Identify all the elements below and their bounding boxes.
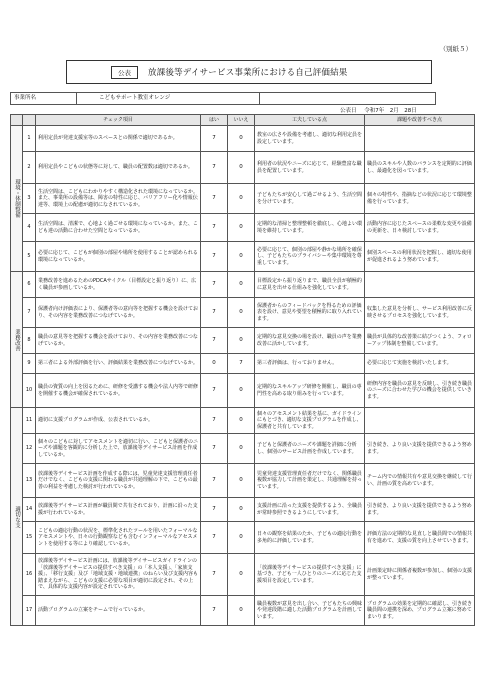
row-number: 5: [23, 242, 36, 272]
yes-count: 7: [201, 464, 228, 498]
effort-text: 「放課後等デイサービスの提供すべき支援」に基づき、子ども一人ひとりのニーズに応じた支援項目を設定しています。: [255, 554, 365, 596]
issue-text: 必要に応じて実施を検討いたします。: [365, 354, 475, 374]
issue-text: 個々の特性や、指摘などの状況に応じて環境整備を行っています。: [365, 184, 475, 214]
no-count: 0: [228, 464, 255, 498]
row-number: 4: [23, 214, 36, 242]
yes-count: 7: [201, 328, 228, 354]
check-item: 放課後等デイサービス計画が職員間で共有されており、計画に沿った支援が行われているか。: [36, 498, 201, 522]
no-count: 0: [228, 408, 255, 434]
header-no: いいえ: [228, 115, 255, 126]
effort-text: 子どもと保護者のニーズや課題を詳細に分析し、個別のサービス計画を作成しています。: [255, 434, 365, 464]
no-count: 0: [228, 214, 255, 242]
table-header-row: [11, 115, 475, 126]
no-count: 0: [228, 328, 255, 354]
row-number: 13: [23, 464, 36, 498]
check-item: 生活空間は、こどもにわかりやすく構造化された環境になっているか。また、事業所の設備等は、障害の特性に応じ、バリアフリー化や情報伝達等、環境上の配慮が適切になされているか。: [36, 184, 201, 214]
issue-text: [365, 126, 475, 152]
table-row: [11, 596, 475, 626]
no-count: 0: [228, 272, 255, 298]
publication-date: [340, 106, 417, 114]
effort-text: 保護者からのフィードバックを得るための評価表を設け、意見や要望を積極的に取り入れています。: [255, 298, 365, 328]
evaluation-table: [10, 114, 475, 626]
yes-count: 7: [201, 152, 228, 184]
office-name-row: [10, 92, 436, 105]
yes-count: 7: [201, 272, 228, 298]
table-row: [11, 272, 475, 298]
check-item: 第三者による外部評価を行い、評価結果を業務改善につなげているか。: [36, 354, 201, 374]
effort-text: 個々のアセスメント結果を基に、ガイドラインにもとづき、適切な支援プログラムを作成し、保護者と共有しています。: [255, 408, 365, 434]
effort-text: 支援計画に沿った支援を提供するよう、全職員が常時参照できるようにしています。: [255, 498, 365, 522]
category-cell: 業務改善: [11, 272, 23, 408]
row-number: 12: [23, 434, 36, 464]
table-row: [11, 298, 475, 328]
annex-label: （別紙５）: [439, 45, 472, 53]
no-count: 7: [228, 354, 255, 374]
publication-date-value: 令和7年 2月 28日: [364, 108, 417, 114]
issue-text: 個別スペースの利用状況を把握し、適切な使用が促進されるよう努めています。: [365, 242, 475, 272]
document-title: 放課後等デイサービス事業所における自己評価結果: [148, 68, 348, 78]
check-item: 業務改善を進めるためのPDCAサイクル（目標設定と振り返り）に、広く職員が参画しているか。: [36, 272, 201, 298]
check-item: 職員の意見等を把握する機会を設けており、その内容を業務改善につなげているか。: [36, 328, 201, 354]
check-item: 職員の資質の向上を図るために、研修を受講する機会や法人内等で研修を開催する機会が確保されているか。: [36, 374, 201, 408]
effort-text: 児童発達支援管理責任者だけでなく、関係職員複数が協力して計画を策定し、共通理解を持っています。: [255, 464, 365, 498]
check-item: 適切に支援プログラムが作成、公表されているか。: [36, 408, 201, 434]
issue-text: [365, 272, 475, 298]
issue-text: 引き続き、より良い支援を提供できるよう努めます。: [365, 434, 475, 464]
row-number: 2: [23, 152, 36, 184]
table-row: [11, 498, 475, 522]
check-item: 放課後等デイサービス計画を作成する際には、児童発達支援管理責任者だけでなく、こどもの支援に関わる職員が共通理解の下で、こどもの最善の利益を考慮した検討が行われているか。: [36, 464, 201, 498]
yes-count: 7: [201, 184, 228, 214]
no-count: 0: [228, 184, 255, 214]
no-count: 0: [228, 152, 255, 184]
effort-text: 第三者評価は、行っておりません。: [255, 354, 365, 374]
effort-text: 利用者の状況やニーズに応じて、経験豊富な職員を配置しています。: [255, 152, 365, 184]
yes-count: 7: [201, 522, 228, 554]
yes-count: 7: [201, 126, 228, 152]
effort-text: 教室の広さや設備を考慮し、適切な利用定員を設定しています。: [255, 126, 365, 152]
yes-count: 7: [201, 242, 228, 272]
issue-text: 研修内容を職員の意見を反映し、引き続き職員のニーズに合わせた学びの機会を提供していきます。: [365, 374, 475, 408]
table-row: [11, 464, 475, 498]
table-row: [11, 434, 475, 464]
effort-text: 子どもたちが安心して過ごせるよう、生活空間を分けています。: [255, 184, 365, 214]
office-name-label: 事業所名: [11, 93, 77, 104]
row-number: 15: [23, 522, 36, 554]
issue-text: 計画策定時に関係者複数が参加し、個別の支援が整っています。: [365, 554, 475, 596]
effort-text: 日々の観察を結果のたか、子どもの適応行動を多角的に評価しています。: [255, 522, 365, 554]
row-number: 10: [23, 374, 36, 408]
table-body: [11, 126, 475, 626]
header-category: [11, 115, 23, 126]
effort-text: 定期的なスキルアップ研修を開催し、職員の専門性を高める取り組みを行っています。: [255, 374, 365, 408]
check-item: 放課後等デイサービス計画には、放課後等デイサービスガイドラインの「放課後等デイサービスの提供すべき支援」の「本人支援」、「家族支援」、「移行支援」及び「地域支援・地域連携」のねらい及び支援内容も踏まえながら、こどもの支援に必要な項目が適切に設定され、その上で、具体的な支援内容が設定されているか。: [36, 554, 201, 596]
table-row: [11, 126, 475, 152]
table-row: [11, 522, 475, 554]
table-row: [11, 242, 475, 272]
row-number: 14: [23, 498, 36, 522]
yes-count: 7: [201, 298, 228, 328]
check-item: 活動プログラムの立案をチームで行っているか。: [36, 596, 201, 626]
row-number: 3: [23, 184, 36, 214]
header-effort: 工夫している点: [255, 115, 365, 126]
effort-text: 必要に応じて、個別の部屋や静かな場所を確保し、子どもたちのプライバシーや集中環境を尊重しています。: [255, 242, 365, 272]
check-item: 個々のこどもに対してアセスメントを適切に行い、こどもと保護者のニーズや課題を客観的に分析した上で、放課後等デイサービス計画を作成しているか。: [36, 434, 201, 464]
issue-text: 引き続き、より良い支援を提供できるよう努めます。: [365, 498, 475, 522]
effort-text: 職員複数が意見を出し合い、子どもたちの興味や発達段階に適した活動プログラムを計画しています。: [255, 596, 365, 626]
effort-text: 定期的な清掃と整理整頓を徹底し、心地よい環境を維持しています。: [255, 214, 365, 242]
issue-text: 収集した意見を分析し、サービス利用改善に反映させるプロセスを強化しています。: [365, 298, 475, 328]
row-number: 6: [23, 272, 36, 298]
table-row: [11, 408, 475, 434]
yes-count: 7: [201, 434, 228, 464]
table-row: [11, 184, 475, 214]
row-number: 9: [23, 354, 36, 374]
effort-text: 目標設定から振り返りまで、職員全員が積極的に意見を出せる仕組みを強化しています。: [255, 272, 365, 298]
yes-count: 7: [201, 408, 228, 434]
yes-count: 0: [201, 354, 228, 374]
issue-text: プログラムの効果を定期的に確認し、引き続き職員間の連携を深め、プログラム立案に努めてまいります。: [365, 596, 475, 626]
check-item: 利用定員が発達支援室等のスペースとの関係で適切であるか。: [36, 126, 201, 152]
no-count: 0: [228, 434, 255, 464]
issue-text: 活動内容に応じたスペースの柔軟な変更や設備の更新を、日々検討しています。: [365, 214, 475, 242]
row-number: 7: [23, 298, 36, 328]
issue-text: 職員が具体的な改善策に結びつくよう、フォローアップ体制を整備しています。: [365, 328, 475, 354]
publication-date-label: 公表日: [340, 108, 357, 114]
row-number: 17: [23, 596, 36, 626]
public-tag: 公表: [111, 66, 138, 79]
check-item: 利用定員やこどもの状態等に対して、職員の配置数は適切であるか。: [36, 152, 201, 184]
check-item: こどもの適応行動の状況を、標準化されたツールを用いたフォーマルなアセスメントや、日々の行動観察なども含むインフォーマルなアセスメントを使用する等により確認しているか。: [36, 522, 201, 554]
check-item: 必要に応じて、こどもが個別の部屋や場所を使用することが認められる環境になっているか。: [36, 242, 201, 272]
header-check-item: チェック項目: [36, 115, 201, 126]
no-count: 0: [228, 374, 255, 408]
office-name-value: こどもサポート教室オレンジ: [77, 93, 260, 104]
header-issues: 課題や改善すべき点: [365, 115, 475, 126]
no-count: 0: [228, 498, 255, 522]
table-row: [11, 328, 475, 354]
yes-count: 7: [201, 498, 228, 522]
table-row: [11, 554, 475, 596]
yes-count: 7: [201, 214, 228, 242]
table-row: [11, 374, 475, 408]
no-count: 0: [228, 126, 255, 152]
yes-count: 7: [201, 596, 228, 626]
row-number: 1: [23, 126, 36, 152]
issue-text: 評価方法の定期的な見直しと職員間での情報共有を進めて、支援の質を向上させていきます。: [365, 522, 475, 554]
row-number: 8: [23, 328, 36, 354]
no-count: 0: [228, 554, 255, 596]
category-cell: 適切な支: [11, 408, 23, 626]
effort-text: 定期的な意見交換の場を設け、職員の声を業務改善に活かしています。: [255, 328, 365, 354]
row-number: 11: [23, 408, 36, 434]
issue-text: [365, 408, 475, 434]
no-count: 0: [228, 522, 255, 554]
yes-count: 7: [201, 554, 228, 596]
header-yes: はい: [201, 115, 228, 126]
check-item: 生活空間は、清潔で、心地よく過ごせる環境になっているか。また、こども達の活動に合わせた空間となっているか。: [36, 214, 201, 242]
category-cell: 環境・体制整備: [11, 126, 23, 272]
table-row: [11, 354, 475, 374]
table-row: [11, 214, 475, 242]
no-count: 0: [228, 242, 255, 272]
no-count: 0: [228, 596, 255, 626]
document-title-box: [66, 60, 432, 84]
issue-text: 職員のスキルや人数のバランスを定期的に評価し、最適化を図っています。: [365, 152, 475, 184]
yes-count: 7: [201, 374, 228, 408]
no-count: 0: [228, 298, 255, 328]
row-number: 16: [23, 554, 36, 596]
table-row: [11, 152, 475, 184]
issue-text: チーム内での情報共有や意見交換を継続して行い、計画の質を高めています。: [365, 464, 475, 498]
header-number: [23, 115, 36, 126]
check-item: 保護者向け評価表により、保護者等の意向等を把握する機会を設けており、その内容を業務改善につなげているか。: [36, 298, 201, 328]
